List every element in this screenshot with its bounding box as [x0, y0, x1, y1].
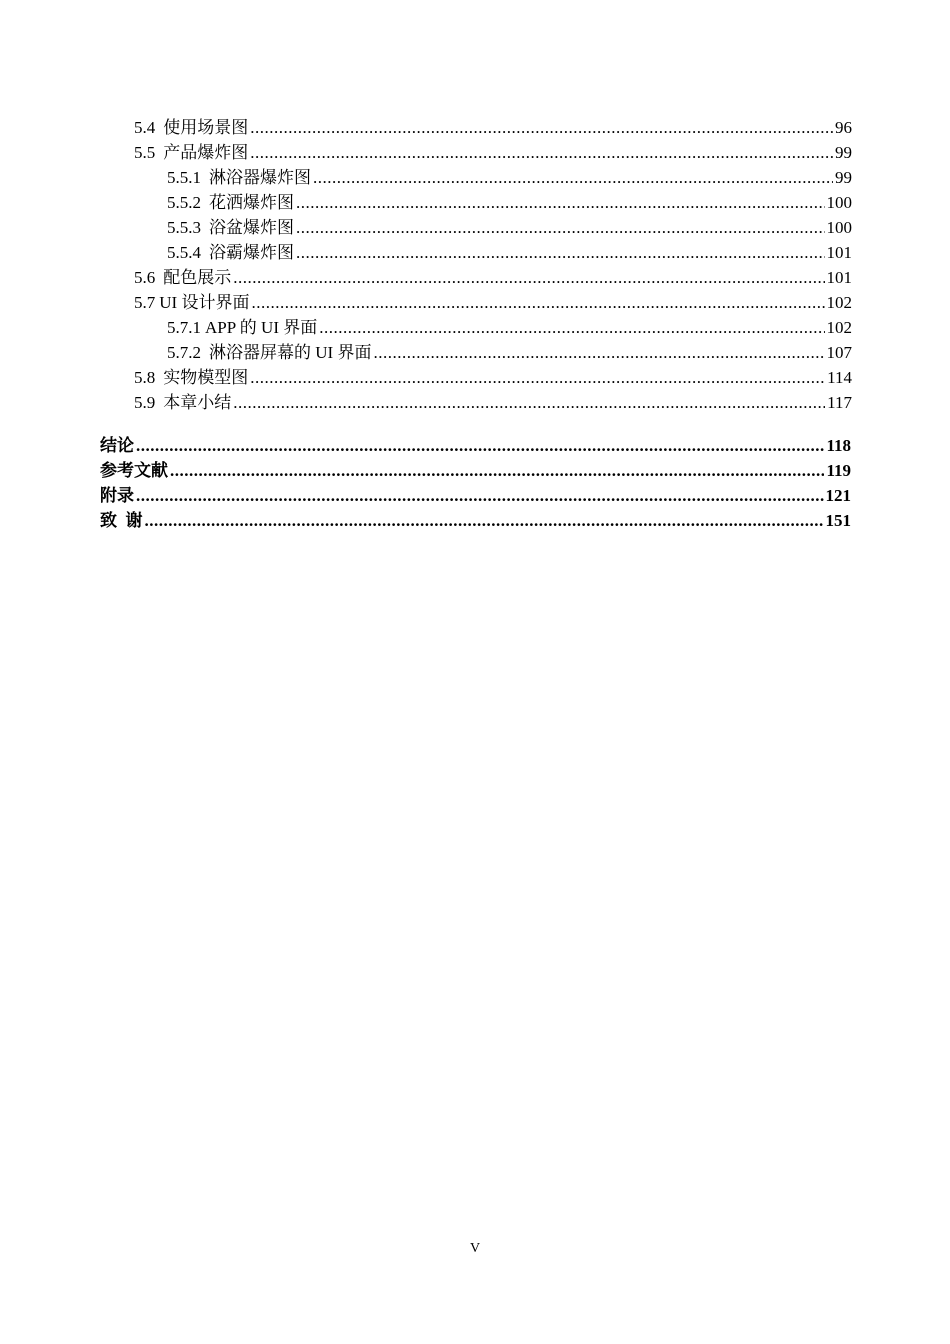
toc-entry-5-7-2[interactable]: [167, 340, 852, 365]
toc-entry-page: 102: [826, 293, 852, 312]
toc-chapter-acknowledgements[interactable]: [100, 508, 851, 533]
toc-entry-number: 5.7.1: [167, 318, 201, 337]
toc-entry-5-5-1[interactable]: [167, 165, 852, 190]
toc-dot-leader: [170, 458, 824, 483]
toc-entry-number: 5.6: [134, 268, 156, 287]
toc-entry-page: 99: [835, 143, 852, 162]
toc-entry-page: 107: [826, 343, 852, 362]
toc-chapter-appendix[interactable]: [100, 483, 851, 508]
toc-entry-5-5-4[interactable]: [167, 240, 852, 265]
toc-entry-title: 产品爆炸图: [163, 143, 249, 162]
toc-entry-number: 5.7: [134, 293, 156, 312]
toc-entry-page: 96: [835, 118, 852, 137]
toc-dot-leader: [296, 190, 825, 215]
toc-chapter-title: 结论: [100, 436, 134, 455]
toc-chapter-conclusion[interactable]: [100, 433, 851, 458]
toc-entry-5-5-2[interactable]: [167, 190, 852, 215]
toc-entry-title: 浴盆爆炸图: [209, 218, 294, 237]
toc-chapter-page: 119: [826, 461, 851, 480]
toc-chapter-title: 致 谢: [100, 511, 143, 530]
toc-entry-title: 配色展示: [163, 268, 232, 287]
toc-chapter-page: 118: [826, 436, 851, 455]
toc-entry-page: 100: [826, 193, 852, 212]
toc-dot-leader: [136, 433, 824, 458]
toc-entry-5-5[interactable]: [134, 140, 852, 165]
toc-entry-number: 5.5.4: [167, 243, 201, 262]
toc-entry-5-8[interactable]: [134, 365, 852, 390]
toc-dot-leader: [313, 165, 833, 190]
toc-entry-number: 5.5.3: [167, 218, 201, 237]
toc-dot-leader: [250, 140, 833, 165]
toc-entry-page: 99: [835, 168, 852, 187]
toc-dot-leader: [319, 315, 824, 340]
toc-entry-title: 实物模型图: [163, 368, 249, 387]
toc-entry-title: 使用场景图: [163, 118, 249, 137]
toc-dot-leader: [296, 215, 825, 240]
toc-dot-leader: [136, 483, 824, 508]
toc-entry-number: 5.5.1: [167, 168, 201, 187]
toc-entry-title: 花洒爆炸图: [209, 193, 294, 212]
toc-entry-title: 淋浴器爆炸图: [209, 168, 311, 187]
toc-entry-title: 本章小结: [163, 393, 232, 412]
toc-entry-number: 5.8: [134, 368, 156, 387]
toc-dot-leader: [233, 265, 824, 290]
toc-entry-number: 5.7.2: [167, 343, 201, 362]
toc-entry-page: 117: [827, 393, 852, 412]
toc-entry-page: 102: [826, 318, 852, 337]
toc-entry-number: 5.4: [134, 118, 156, 137]
toc-dot-leader: [373, 340, 824, 365]
toc-entry-page: 100: [826, 218, 852, 237]
toc-entry-5-7-1[interactable]: [167, 315, 852, 340]
toc-entry-number: 5.5.2: [167, 193, 201, 212]
toc-chapter-references[interactable]: [100, 458, 851, 483]
page-number-footer: V: [469, 1241, 481, 1256]
toc-entry-5-6[interactable]: [134, 265, 852, 290]
toc-entry-number: 5.9: [134, 393, 156, 412]
toc-entry-5-5-3[interactable]: [167, 215, 852, 240]
toc-entry-title: UI 设计界面: [159, 293, 250, 312]
toc-entry-title: APP 的 UI 界面: [205, 318, 318, 337]
toc-dot-leader: [251, 290, 824, 315]
toc-entry-page: 101: [826, 268, 852, 287]
toc-entry-page: 114: [827, 368, 852, 387]
toc-entry-5-9[interactable]: [134, 390, 852, 415]
toc-entry-5-7[interactable]: [134, 290, 852, 315]
toc-dot-leader: [296, 240, 825, 265]
toc-chapter-title: 附录: [100, 486, 134, 505]
toc-entry-number: 5.5: [134, 143, 156, 162]
toc-dot-leader: [145, 508, 824, 533]
toc-chapter-title: 参考文献: [100, 461, 168, 480]
toc-dot-leader: [233, 390, 825, 415]
toc-dot-leader: [250, 365, 825, 390]
toc-chapter-page: 121: [825, 486, 851, 505]
toc-entry-page: 101: [826, 243, 852, 262]
toc-chapter-page: 151: [825, 511, 851, 530]
toc-entry-title: 淋浴器屏幕的 UI 界面: [209, 343, 372, 362]
toc-entry-5-4[interactable]: [134, 115, 852, 140]
toc-entry-title: 浴霸爆炸图: [209, 243, 294, 262]
toc-dot-leader: [250, 115, 833, 140]
